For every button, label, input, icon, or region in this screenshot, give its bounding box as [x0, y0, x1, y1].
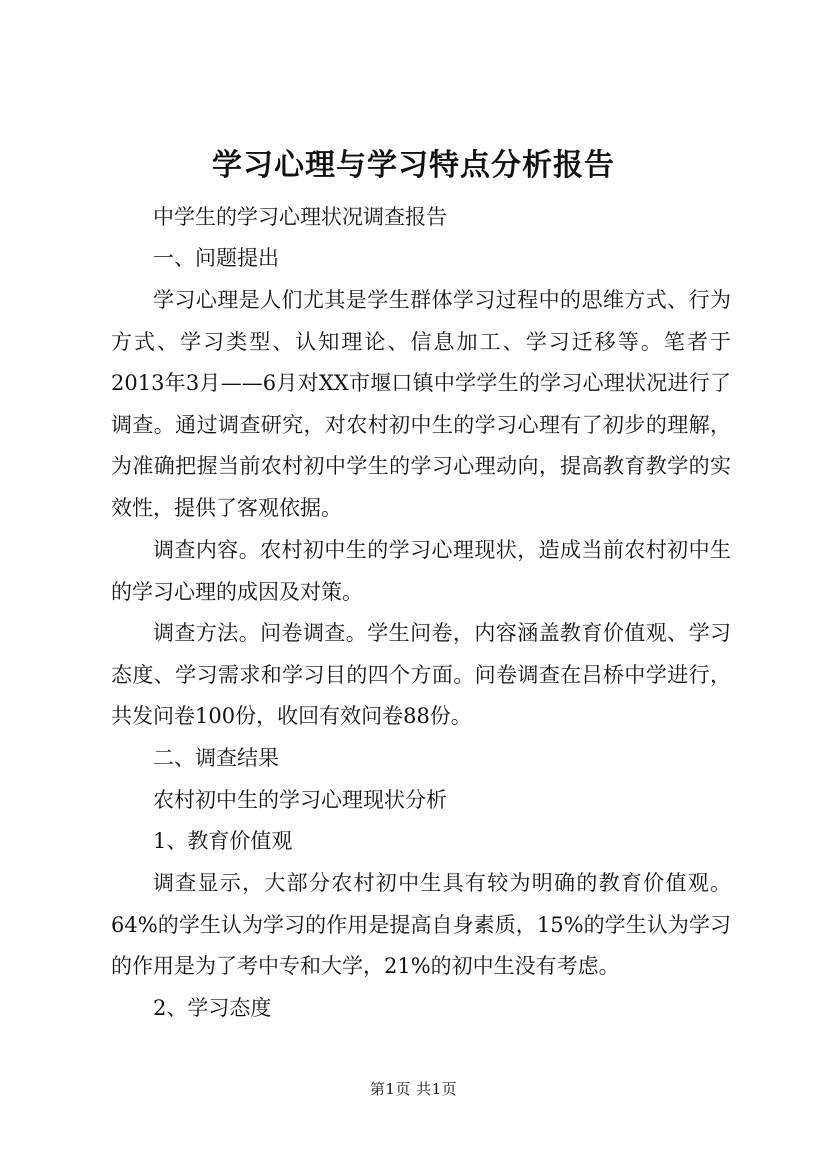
paragraph-item-1-body: 调查显示，大部分农村初中生具有较为明确的教育价值观。64%的学生认为学习的作用是提高自身素质，15%的学生认为学习的作用是为了考中专和大学，21%的初中生没有考虑。: [111, 871, 731, 979]
paragraph-section-1-heading: 一、问题提出: [153, 246, 279, 270]
paragraph-survey-content: 调查内容。农村初中生的学习心理现状，造成当前农村初中生的学习心理的成因及对策。: [111, 538, 731, 604]
paragraph-item-1-heading: 1、教育价值观: [153, 829, 293, 853]
document-title: 学习心理与学习特点分析报告: [212, 148, 615, 183]
paragraph-intro: 学习心理是人们尤其是学生群体学习过程中的思维方式、行为方式、学习类型、认知理论、信息加工、学习迁移等。笔者于2013年3月——6月对XX市堰口镇中学学生的学习心理状况进行了调查。通过调查研究，对农村初中生的学习心理有了初步的理解，为准确把握当前农村初中学生的学习心理动向，提高教育教学的实效性，提供了客观依据。: [111, 288, 731, 520]
paragraph-item-2-heading: 2、学习态度: [153, 996, 272, 1020]
paragraph-analysis-heading: 农村初中生的学习心理现状分析: [153, 788, 447, 812]
paragraph-subtitle: 中学生的学习心理状况调查报告: [153, 205, 447, 229]
page-footer: 第1页 共1页: [369, 1080, 458, 1098]
paragraph-section-2-heading: 二、调查结果: [153, 746, 279, 770]
paragraph-survey-method: 调查方法。问卷调查。学生问卷，内容涵盖教育价值观、学习态度、学习需求和学习目的四个方面。问卷调查在吕桥中学进行，共发问卷100份，收回有效问卷88份。: [111, 621, 731, 729]
